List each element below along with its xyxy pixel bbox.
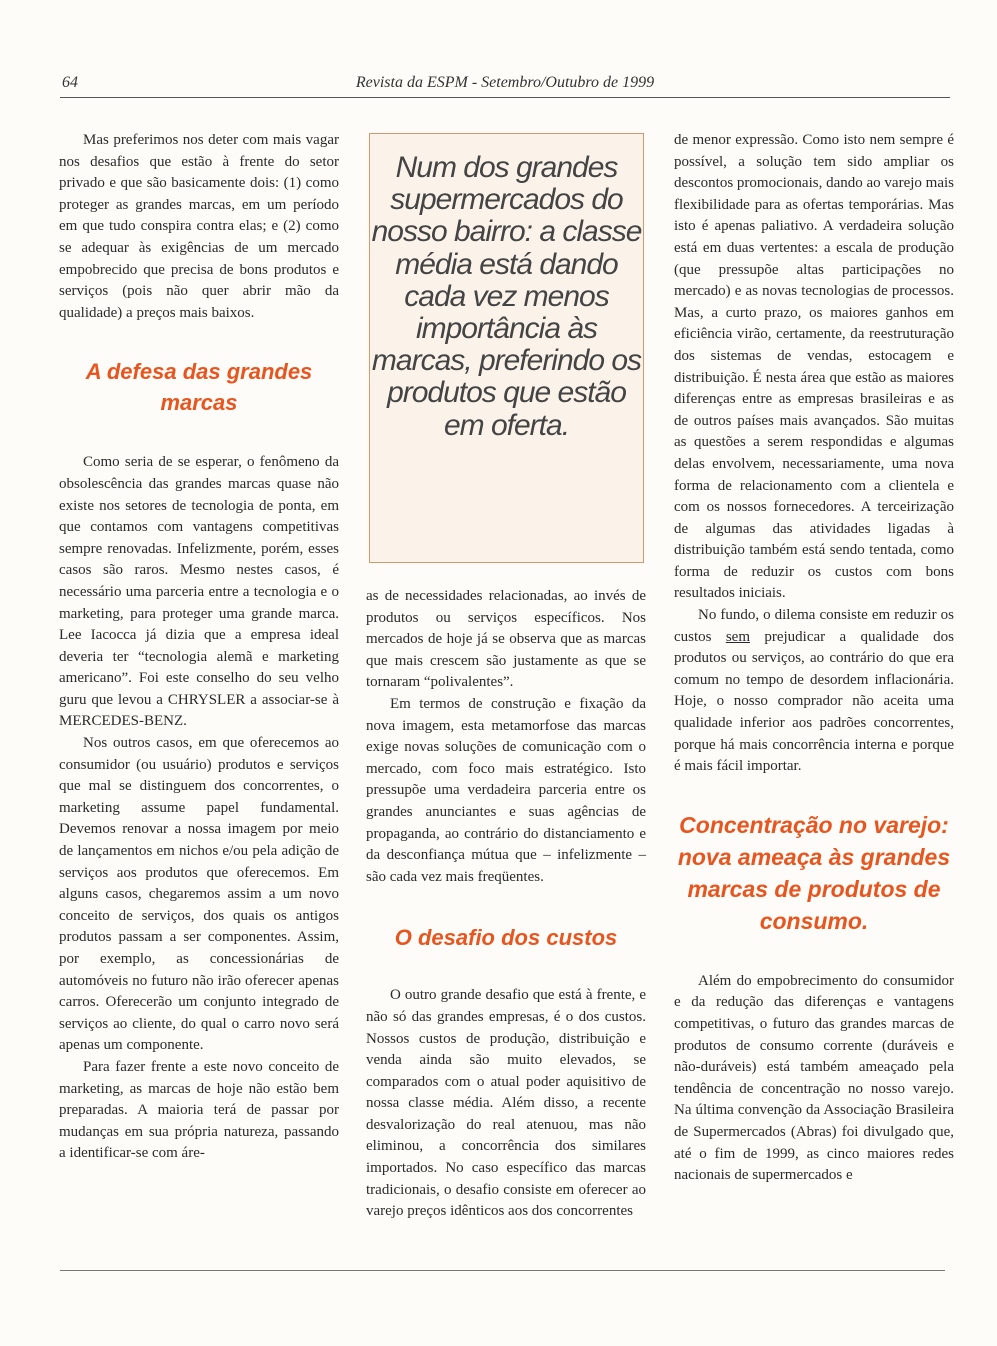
paragraph: as de necessidades relacionadas, ao invés de produtos ou serviços específicos. Nos mercados de hoje já se observa que as marcas que mais crescem são justamente as que se tornaram “polivalentes”.	[366, 588, 646, 691]
paragraph-text: No fundo, o dilema consiste em reduzir os custos	[674, 607, 954, 645]
pullquote-text: Num dos grandes supermercados do nosso bairro: a classe média está dando cada vez menos importância às marcas, preferindo os produtos que estão em oferta.	[371, 151, 642, 442]
running-title: Revista da ESPM - Setembro/Outubro de 1999	[355, 74, 655, 91]
column-1	[59, 130, 339, 1165]
paragraph: Como seria de se esperar, o fenômeno da obsolescência das grandes marcas quase não existe nos setores de tecnologia de ponta, em que contamos com vantagens competitivas sempre renovadas. Infelizmente, porém, esses casos são raros. Mesmo nestes casos, é necessário uma parceria entre a tecnologia e o marketing, para proteger uma grande marca. Lee Iacocca já dizia que a empresa ideal deveria ter “tecnologia alemã e marketing americano”. Foi este conselho do seu velho guru que levou a CHRYSLER a associar-se à MERCEDES-BENZ.	[59, 454, 339, 730]
underlined-word: sem	[725, 628, 751, 645]
paragraph: Em termos de construção e fixação da nova imagem, esta metamorfose das marcas exige novas soluções de comunicação com o mercado, com foco mais estratégico. Isto pressupõe uma verdadeira parceria entre os grandes anunciantes e suas agências de propaganda, ao contrário do distanciamento e da desconfiança mútua que – infelizmente – são cada vez mais freqüentes.	[366, 695, 646, 885]
paragraph: Nos outros casos, em que oferecemos ao consumidor (ou usuário) produtos e serviços que mal se distinguem dos concorrentes, o marketing assume papel fundamental. Devemos renovar a nossa imagem por meio de lançamentos em nichos e/ou pela adição de serviços aos produtos que oferecemos. Em alguns casos, chegaremos assim a um novo conceito de serviços, dos quais os antigos produtos passam a ser componentes. Assim, por exemplo, as concessionárias de automóveis no futuro não irão oferecer apenas carros. Oferecerão um conjunto integrado de serviços ao cliente, do qual o carro novo será apenas um componente.	[59, 735, 339, 1054]
column-2	[366, 586, 646, 1223]
section-heading: A defesa das grandes marcas	[85, 359, 313, 416]
paragraph: de menor expressão. Como isto nem sempre é possível, a solução tem sido ampliar os descontos promocionais, dando ao varejo mais flexibilidade para as ofertas temporárias. Mas isto é apenas paliativo. A verdadeira solução está em duas vertentes: a escala de produção (que pressupõe altas participações no mercado) e as novas tecnologias de processos. Mas, a curto prazo, os maiores ganhos em eficiência virão, certamente, da reestruturação dos sistemas de vendas, estocagem e distribuição. É nesta área que estão as maiores diferenças entre as empresas brasileiras e as de outros países mais avançados. São muitas as questões a serem respondidas e algumas delas envolvem, necessariamente, uma nova forma de relacionamento com a clientela e com os nossos fornecedores. A terceirização de algumas das atividades ligadas à distribuição também está sendo tentada, como forma de reduzir os custos com bons resultados iniciais.	[674, 132, 954, 602]
pullquote-box	[369, 133, 644, 563]
paragraph-text: prejudicar a qualidade dos produtos ou serviços, ao contrário do que era comum no tempo de desordem inflacionária. Hoje, o nosso comprador não aceita uma qualidade inferior aos padrões concorrentes, porque há mais concorrência interna e porque é mais fácil importar.	[674, 628, 954, 775]
section-heading: Concentração no varejo: nova ameaça às grandes marcas de produtos de consumo.	[677, 811, 951, 934]
footer-rule	[60, 1270, 945, 1271]
column-3	[674, 130, 954, 1187]
header-rule	[60, 97, 950, 98]
paragraph: Além do empobrecimento do consumidor e da redução das diferenças e vantagens competitivas, o futuro das grandes marcas de produtos de consumo corrente (duráveis e não-duráveis) está também ameaçado pela tendência de concentração no nosso varejo. Na última convenção da Associação Brasileira de Supermercados (Abras) foi divulgado que, até o fim de 1999, as cinco maiores redes nacionais de supermercados e	[674, 972, 954, 1184]
page-header	[60, 74, 950, 96]
section-heading: O desafio dos custos	[394, 925, 618, 951]
paragraph: Para fazer frente a este novo conceito de marketing, as marcas de hoje não estão bem preparadas. A maioria terá de passar por mudanças em sua própria natureza, passando a identificar-se com áre-	[59, 1058, 339, 1162]
paragraph: O outro grande desafio que está à frente, e não só das grandes empresas, é o dos custos. Nossos custos de produção, distribuição e venda ainda são muito elevados, se comparados com o atual poder aquisitivo de nossa classe média. Além disso, a recente desvalorização do real atenuou, mas não eliminou, a concorrência dos similares importados. No caso específico das marcas tradicionais, o desafio consiste em oferecer ao varejo preços idênticos aos dos concorrentes	[366, 987, 646, 1220]
paragraph	[674, 605, 954, 778]
page-number: 64	[62, 74, 78, 91]
paragraph: Mas preferimos nos deter com mais vagar nos desafios que estão à frente do setor privado e que são basicamente dois: (1) como proteger as grandes marcas, em um período em que tudo conspira contra elas; e (2) como se adequar às exigências de um mercado empobrecido que precisa de bons produtos e serviços (pois não quer abrir mão da qualidade) a preços mais baixos.	[59, 132, 339, 321]
